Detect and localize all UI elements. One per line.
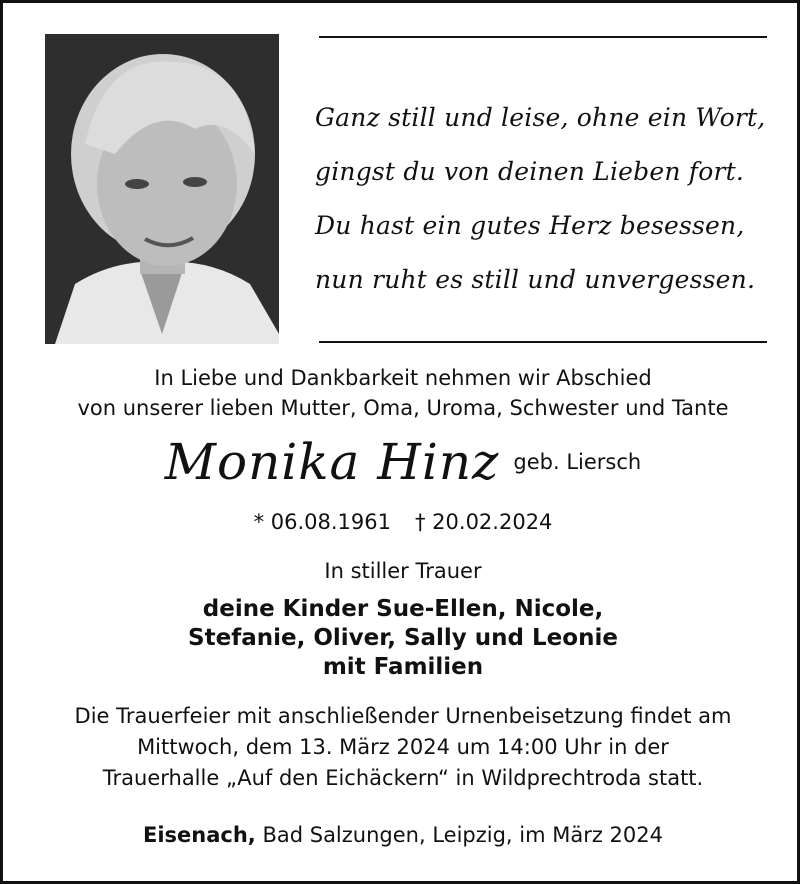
family-line: Stefanie, Oliver, Sally und Leonie [188,625,618,651]
poem-line: Du hast ein gutes Herz besessen, [315,211,745,240]
service-info [3,701,800,794]
family-line: deine Kinder Sue-Ellen, Nicole, [202,596,604,622]
poem-line: Ganz still und leise, ohne ein Wort, [315,103,766,132]
maiden-name: geb. Liersch [513,450,642,474]
family-line: mit Familien [322,654,484,680]
poem-line: gingst du von deinen Lieben fort. [315,157,745,186]
footer-rest: Bad Salzungen, Leipzig, im März 2024 [262,823,664,847]
intro-line: In Liebe und Dankbarkeit nehmen wir Abschied [154,366,652,390]
bottom-divider [319,341,767,343]
service-line: Mittwoch, dem 13. März 2024 um 14:00 Uhr in der [137,735,669,759]
farewell-intro [3,363,800,423]
deceased-name-row [3,433,800,491]
deceased-name: Monika Hinz [164,433,500,491]
footer-place-bold: Eisenach, [142,823,256,847]
death-date: † 20.02.2024 [415,510,553,534]
service-line: Die Trauerfeier mit anschließender Urnenbeisetzung findet am [74,704,732,728]
life-dates [3,510,800,534]
intro-line: von unserer lieben Mutter, Oma, Uroma, Schwester und Tante [77,396,729,420]
mourning-label: In stiller Trauer [324,559,482,583]
family-names [3,595,800,682]
place-and-date [3,823,800,847]
poem-line: nun ruht es still und unvergessen. [315,265,756,294]
service-line: Trauerhalle „Auf den Eichäckern“ in Wildprechtroda statt. [102,766,704,790]
poem [315,91,775,307]
portrait-photo [45,34,279,344]
top-divider [319,36,767,38]
birth-date: * 06.08.1961 [253,510,391,534]
